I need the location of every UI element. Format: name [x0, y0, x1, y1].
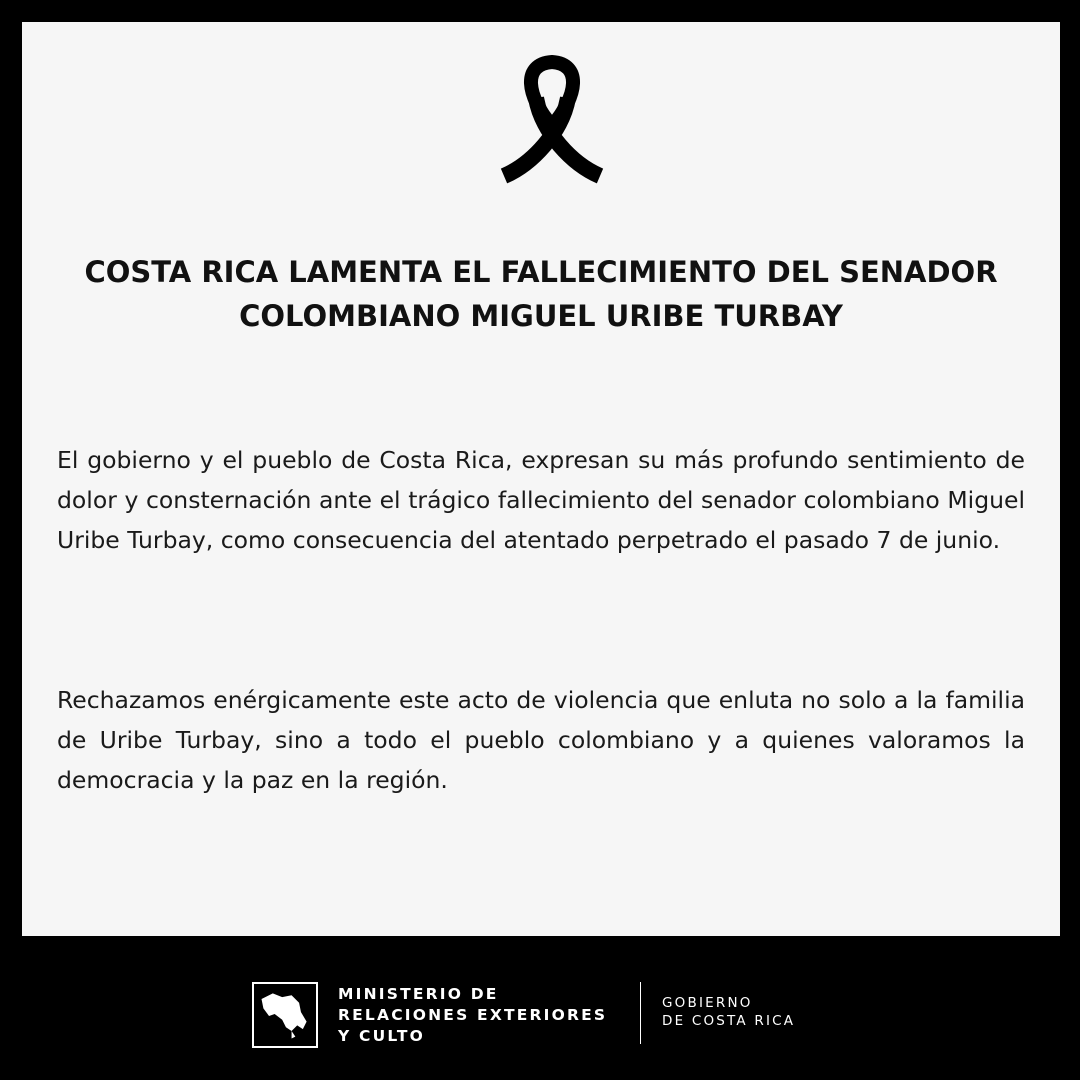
- ministry-line-1: MINISTERIO DE: [338, 985, 499, 1003]
- mourning-ribbon-icon: [492, 54, 612, 184]
- ministry-logo: [252, 982, 318, 1048]
- statement-card: [22, 22, 1060, 936]
- government-name: [662, 994, 795, 1030]
- title-line-2: COLOMBIANO MIGUEL URIBE TURBAY: [239, 299, 843, 333]
- paragraph-2: Rechazamos enérgicamente este acto de violencia que enluta no solo a la familia de Uribe Turbay, sino a todo el pueblo colombiano y a quienes valoramos la democracia y la paz en la región.: [57, 686, 1025, 794]
- government-line-1: GOBIERNO: [662, 995, 753, 1011]
- ministry-name: [338, 984, 607, 1047]
- costa-rica-map-icon: [254, 984, 316, 1046]
- paragraph-1: El gobierno y el pueblo de Costa Rica, expresan su más profundo sentimiento de dolor y consternación ante el trágico fallecimiento del senador colombiano Miguel Uribe Turbay, como consecuencia del atentado perpetrado el pasado 7 de junio.: [57, 446, 1025, 554]
- statement-title: [62, 250, 1020, 338]
- title-line-1: COSTA RICA LAMENTA EL FALLECIMIENTO DEL SENADOR: [84, 255, 998, 289]
- government-line-2: DE COSTA RICA: [662, 1013, 796, 1029]
- ministry-line-3: Y CULTO: [338, 1027, 426, 1045]
- ministry-line-2: RELACIONES EXTERIORES: [338, 1006, 608, 1024]
- footer: [0, 936, 1080, 1080]
- footer-divider: [640, 982, 641, 1044]
